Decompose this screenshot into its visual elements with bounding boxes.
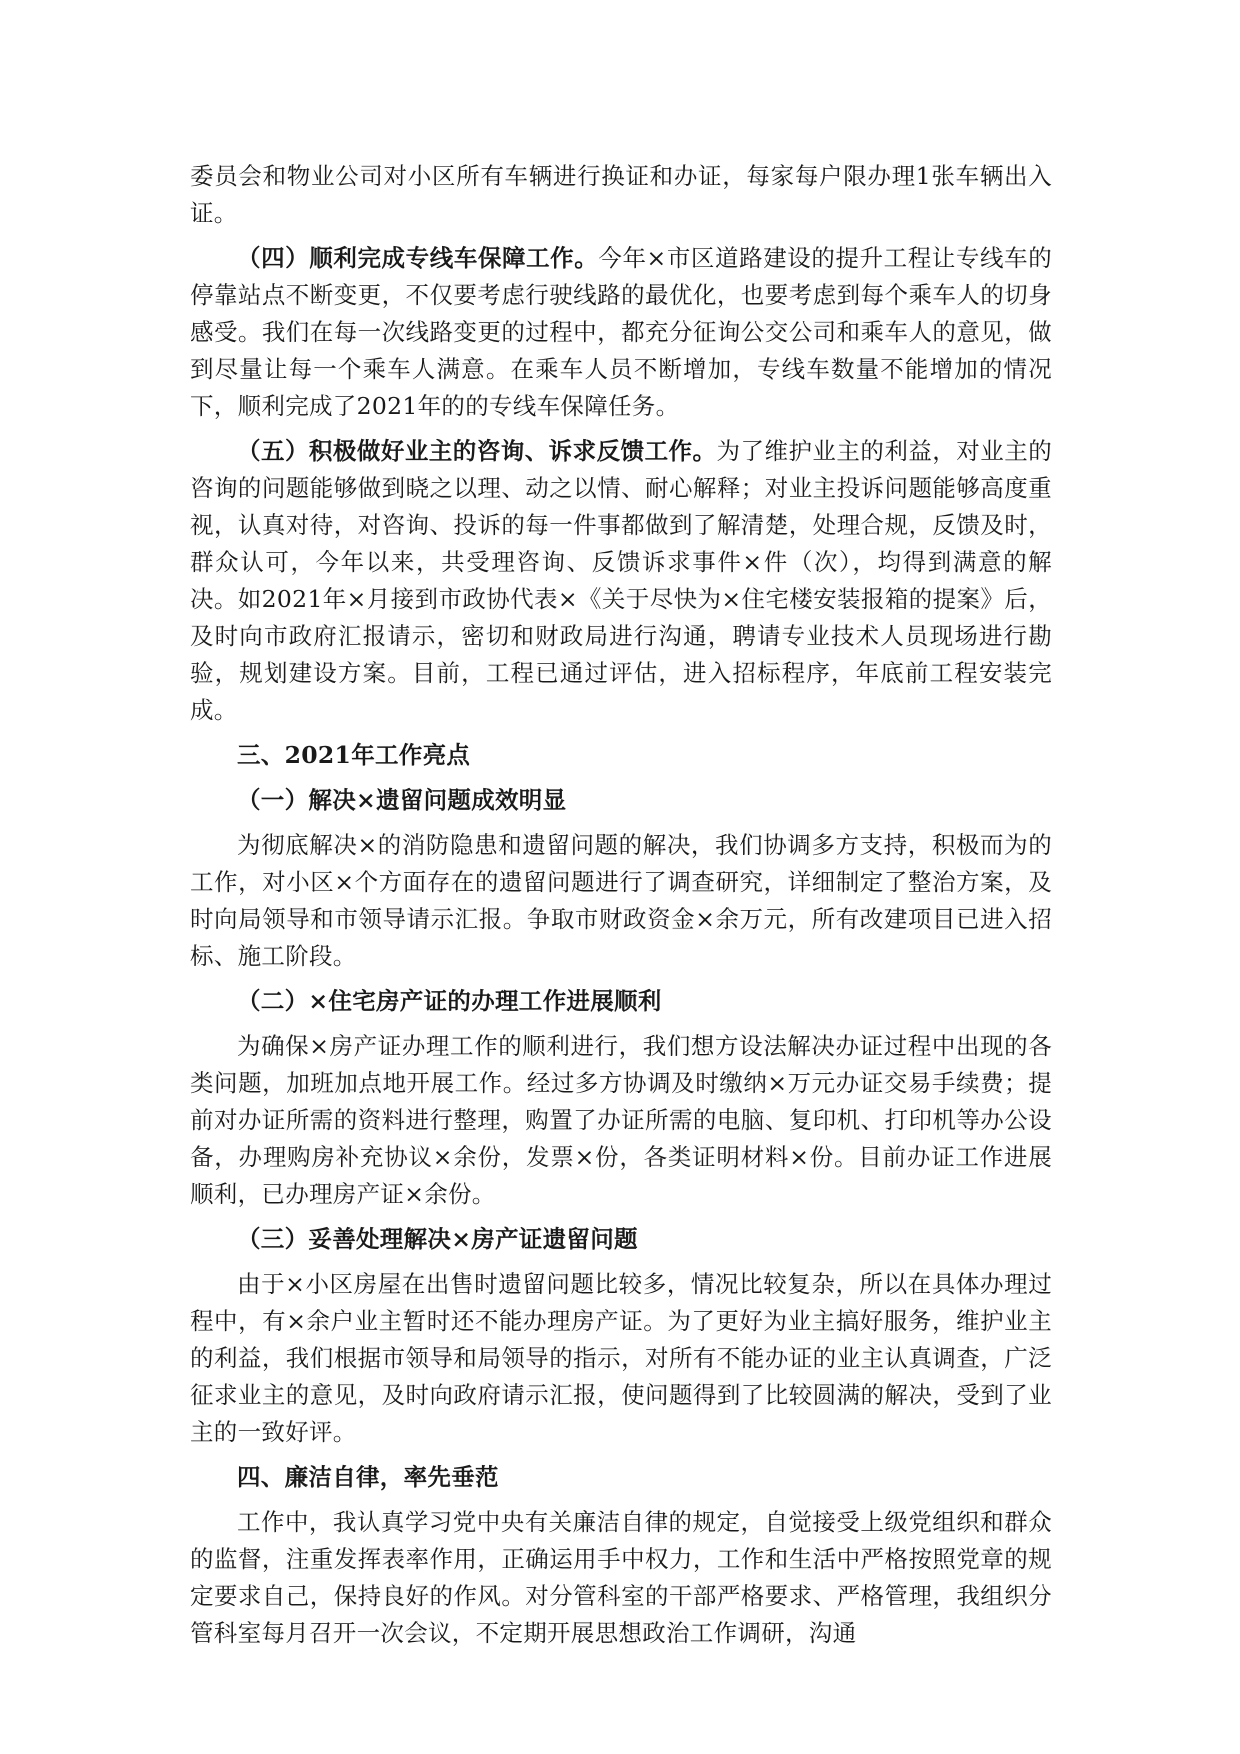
item-5-text: 为了维护业主的利益，对业主的咨询的问题能够做到晓之以理、动之以情、耐心解释；对业主投诉问题能够高度重视，认真对待，对咨询、投诉的每一件事都做到了解清楚，处理合规，反馈及时，群众认可，今年以来，共受理咨询、反馈诉求事件×件（次），均得到满意的解决。如2021年×月接到市政协代表×《关于尽快为×住宅楼安装报箱的提案》后，及时向市政府汇报请示，密切和财政局进行沟通，聘请专业技术人员现场进行勘验，规划建设方案。目前，工程已通过评估，进入招标程序，年底前工程安装完成。 <box>190 437 1052 724</box>
item-5-paragraph <box>190 433 1052 729</box>
document-page <box>190 158 1052 1660</box>
section-3-sub-2-heading: （二）×住宅房产证的办理工作进展顺利 <box>237 987 662 1015</box>
item-4-paragraph <box>190 240 1052 425</box>
section-3-heading: 三、2021年工作亮点 <box>237 741 471 769</box>
continuation-paragraph: 委员会和物业公司对小区所有车辆进行换证和办证，每家每户限办理1张车辆出入证。 <box>190 162 1052 227</box>
section-3-sub-3-paragraph: 由于×小区房屋在出售时遗留问题比较多，情况比较复杂，所以在具体办理过程中，有×余户业主暂时还不能办理房产证。为了更好为业主搞好服务，维护业主的利益，我们根据市领导和局领导的指示，对所有不能办证的业主认真调查，广泛征求业主的意见，及时向政府请示汇报，使问题得到了比较圆满的解决，受到了业主的一致好评。 <box>190 1270 1052 1446</box>
item-5-lead: （五）积极做好业主的咨询、诉求反馈工作。 <box>237 437 717 465</box>
section-3-sub-2-paragraph: 为确保×房产证办理工作的顺利进行，我们想方设法解决办证过程中出现的各类问题，加班加点地开展工作。经过多方协调及时缴纳×万元办证交易手续费；提前对办证所需的资料进行整理，购置了办证所需的电脑、复印机、打印机等办公设备，办理购房补充协议×余份，发票×份，各类证明材料×份。目前办证工作进展顺利，已办理房产证×余份。 <box>190 1032 1052 1208</box>
section-3-sub-1-heading: （一）解决×遗留问题成效明显 <box>237 786 567 814</box>
section-3-sub-1-paragraph: 为彻底解决×的消防隐患和遗留问题的解决，我们协调多方支持，积极而为的工作，对小区×个方面存在的遗留问题进行了调查研究，详细制定了整治方案，及时向局领导和市领导请示汇报。争取市财政资金×余万元，所有改建项目已进入招标、施工阶段。 <box>190 831 1052 970</box>
section-4-heading: 四、廉洁自律，率先垂范 <box>237 1463 499 1491</box>
item-4-lead: （四）顺利完成专线车保障工作。 <box>237 244 599 272</box>
section-4-paragraph: 工作中，我认真学习党中央有关廉洁自律的规定，自觉接受上级党组织和群众的监督，注重发挥表率作用，正确运用手中权力，工作和生活中严格按照党章的规定要求自己，保持良好的作风。对分管科室的干部严格要求、严格管理，我组织分管科室每月召开一次会议，不定期开展思想政治工作调研，沟通 <box>190 1508 1052 1647</box>
section-3-sub-3-heading: （三）妥善处理解决×房产证遗留问题 <box>237 1225 638 1253</box>
item-4-text: 今年×市区道路建设的提升工程让专线车的停靠站点不断变更，不仅要考虑行驶线路的最优化，也要考虑到每个乘车人的切身感受。我们在每一次线路变更的过程中，都充分征询公交公司和乘车人的意见，做到尽量让每一个乘车人满意。在乘车人员不断增加，专线车数量不能增加的情况下，顺利完成了2021年的的专线车保障任务。 <box>190 244 1053 420</box>
